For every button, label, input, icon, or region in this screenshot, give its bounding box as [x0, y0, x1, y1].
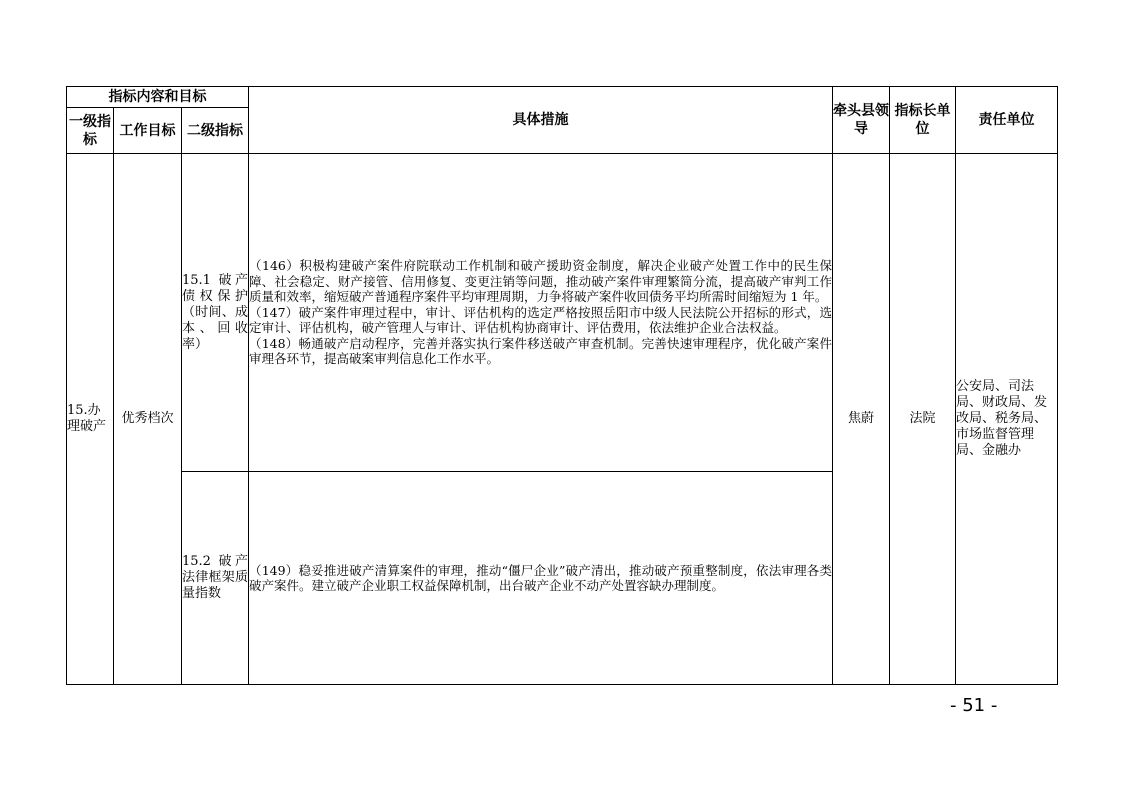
sub2-measures	[249, 472, 833, 685]
row-responsible: 公安局、司法局、财政局、发改局、税务局、市场监督管理局、金融办	[956, 154, 1058, 685]
sub2-level2: 15.2 破产法律框架质量指数	[182, 472, 249, 685]
measure-146: （146）积极构建破产案件府院联动工作机制和破产援助资金制度，解决企业破产处置工作中的民生保障、社会稳定、财产接管、信用修复、变更注销等问题，推动破产案件审理繁简分流，提高破产审判工作质量和效率，缩短破产普通程序案件平均审理周期，力争将破产案件收回债务平均所需时间缩短为 1 年。	[249, 258, 832, 305]
measure-147: （147）破产案件审理过程中，审计、评估机构的选定严格按照岳阳市中级人民法院公开招标的形式，选定审计、评估机构，破产管理人与审计、评估机构协商审计、评估费用，依法维护企业合法权益。	[249, 304, 832, 336]
header-group: 指标内容和目标	[67, 87, 249, 108]
header-level1: 一级指标	[67, 108, 114, 154]
page-number: - 51 -	[950, 695, 998, 716]
sub1-level2: 15.1 破产债权保护（时间、成本、回收率）	[182, 154, 249, 472]
sub1-measures	[249, 154, 833, 472]
header-measures: 具体措施	[249, 87, 833, 154]
header-owner: 指标长单位	[890, 87, 956, 154]
row-goal: 优秀档次	[114, 154, 182, 685]
header-level2: 二级指标	[182, 108, 249, 154]
measure-149: （149）稳妥推进破产清算案件的审理，推动“僵尸企业”破产清出，推动破产预重整制度，依法审理各类破产案件。建立破产企业职工权益保障机制，出台破产企业不动产处置容缺办理制度。	[249, 562, 832, 593]
row-owner: 法院	[890, 154, 956, 685]
measure-148: （148）畅通破产启动程序，完善并落实执行案件移送破产审查机制。完善快速审理程序，优化破产案件审理各环节，提高破案审判信息化工作水平。	[249, 335, 832, 367]
header-leader: 牵头县领导	[833, 87, 890, 154]
header-responsible: 责任单位	[956, 87, 1058, 154]
row-leader: 焦蔚	[833, 154, 890, 685]
header-goal: 工作目标	[114, 108, 182, 154]
indicator-table	[66, 86, 1058, 685]
row-level1: 15.办理破产	[67, 154, 114, 685]
